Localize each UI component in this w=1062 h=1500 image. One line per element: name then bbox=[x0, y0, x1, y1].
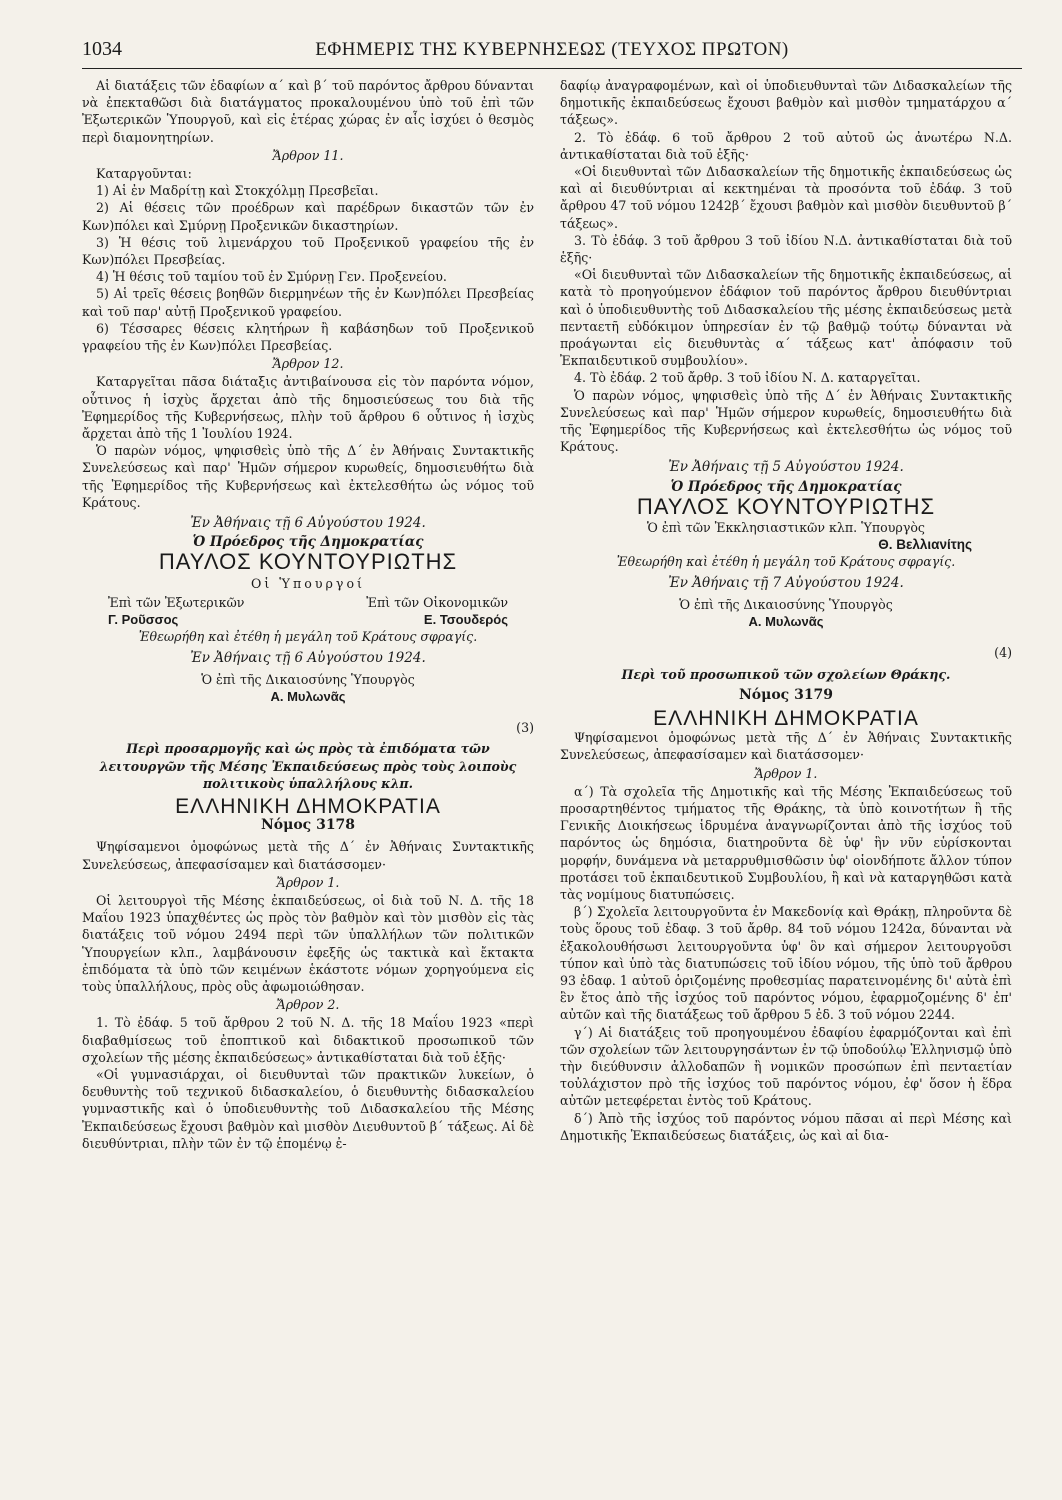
justice-minister-role: Ὁ ἐπὶ τῆς Δικαιοσύνης Ὑπουργὸς bbox=[201, 671, 415, 687]
right-column bbox=[560, 77, 1012, 1152]
republic-heading: ΕΛΛΗΝΙΚΗ ΔΗΜΟΚΡΑΤΙΑ bbox=[653, 706, 919, 730]
minister-role-finance: Ἐπὶ τῶν Οἰκονομικῶν bbox=[366, 594, 508, 610]
article-2-para-2: «Οἱ γυμνασιάρχαι, οἱ διευθυνταὶ τῶν πρακτικῶν λυκείων, ὁ δευθυντὴς τοῦ τεχνικοῦ διδασκαλείου, ὁ διευθυντὴς διδασκαλείου γυμναστικῆς καὶ ὁ ὑποδιευθυντὴς τοῦ Διδασκαλείου τῆς Μέσης Ἐκπαιδεύσεως ἔχουσι βαθμὸν καὶ μισθὸν Διευθυντοῦ β΄ τάξεως. Αἱ δὲ διευθύντριαι, πλὴν τῶν ἐν τῷ ἑπομένῳ ἐ- bbox=[82, 1066, 534, 1151]
article-2-heading: Ἄρθρον 2. bbox=[276, 997, 340, 1013]
para-4: 4. Τὸ ἐδάφ. 2 τοῦ ἄρθρ. 3 τοῦ ἰδίου Ν. Δ. καταργεῖται. bbox=[574, 370, 921, 386]
abolished-item-3: 3) Ἡ θέσις τοῦ λιμενάρχου τοῦ Προξενικοῦ γραφείου τῆς ἐν Κων)πόλει Πρεσβείας. bbox=[82, 234, 534, 268]
continuation-paragraph: δαφίῳ ἀναγραφομένων, καὶ οἱ ὑποδιευθυνταὶ τῶν Διδασκαλείων τῆς δημοτικῆς ἐκπαιδεύσεως ἔχουσι βαθμὸν καὶ μισθὸν τμηματάρχου α΄ τάξεως». bbox=[560, 78, 1012, 128]
minister-name-finance: Ε. Τσουδερός bbox=[423, 612, 508, 628]
article-11-heading: Ἄρθρον 11. bbox=[272, 147, 344, 163]
abolished-item-2: 2) Αἱ θέσεις τῶν προέδρων καὶ παρέδρων δικαστῶν τῶν ἐν Κων)πόλει καὶ Σμύρνῃ Προξενικῶν δικαστηρίων. bbox=[82, 200, 534, 233]
left-column bbox=[82, 77, 534, 1152]
president-name: ΠΑΥΛΟΣ ΚΟΥΝΤΟΥΡΙΩΤΗΣ bbox=[158, 549, 458, 575]
abolished-item-5: 5) Αἱ τρεῖς θέσεις βοηθῶν διερμηνέων τῆς ἐν Κων)πόλει Πρεσβείας καὶ τοῦ παρ' αὐτῇ Προξενικοῦ γραφείου. bbox=[82, 286, 534, 319]
justice-minister-name: Α. Μυλωνᾶς bbox=[270, 688, 346, 704]
ecclesiastical-minister-role: Ὁ ἐπὶ τῶν Ἐκκλησιαστικῶν κλπ. Ὑπουργὸς bbox=[647, 520, 925, 536]
seal-line: Ἐθεωρήθη καὶ ἐτέθη ἡ μεγάλη τοῦ Κράτους σφραγίς. bbox=[616, 554, 956, 570]
ministers-title: Οἱ Ὑπουργοί bbox=[251, 575, 365, 591]
para-2-quote: «Οἱ διευθυνταὶ τῶν Διδασκαλείων τῆς δημοτικῆς ἐκπαιδεύσεως ὡς καὶ αἱ διευθύντριαι αἱ κεκτημέναι τὰ προσόντα τοῦ ἐδάφ. 3 τοῦ ἄρθρου 47 τοῦ νόμου 1242β΄ ἔχουσι βαθμὸν καὶ μισθὸν διευθυντοῦ β΄ τάξεως». bbox=[560, 164, 1012, 231]
page-number: 1034 bbox=[82, 38, 122, 60]
abolished-heading: Καταργοῦνται: bbox=[96, 166, 192, 182]
abolished-item-1: 1) Αἱ ἐν Μαδρίτῃ καὶ Στοκχόλμῃ Πρεσβεῖαι. bbox=[96, 183, 379, 199]
article-1-heading: Ἄρθρον 1. bbox=[276, 874, 340, 890]
para-3: 3. Τὸ ἐδάφ. 3 τοῦ ἄρθρου 3 τοῦ ἰδίου Ν.Δ. ἀντικαθίσταται διὰ τοῦ ἑξῆς· bbox=[560, 232, 1012, 266]
article-1-text: Οἱ λειτουργοὶ τῆς Μέσης ἐκπαιδεύσεως, οἱ διὰ τοῦ Ν. Δ. τῆς 18 Μαΐου 1923 ὑπαχθέντες ὡς πρὸς τὸν βαθμὸν καὶ τὸν μισθὸν εἰς τὰς διατάξεις τοῦ νόμου 2494 περὶ τῶν ὑπαλλήλων τῶν πολιτικῶν Ὑπουργείων κλπ., λαμβάνουσιν ἐφεξῆς ὡς τακτικὰ καὶ ἔκτακτα ἐπιδόματα τὰ ὑπὸ τῶν κειμένων ἑκάστοτε νόμων χορηγούμενα εἰς τοὺς ὑπαλλήλους, πρὸς οὓς ἀφωμοιώθησαν. bbox=[82, 892, 534, 994]
abolished-item-4: 4) Ἡ θέσις τοῦ ταμίου τοῦ ἐν Σμύρνῃ Γεν. Προξενείου. bbox=[96, 269, 447, 285]
minister-role-foreign: Ἐπὶ τῶν Ἐξωτερικῶν bbox=[108, 594, 245, 610]
article-1-heading: Ἄρθρον 1. bbox=[754, 765, 818, 781]
law-subject: Περὶ προσαρμογῆς καὶ ὡς πρὸς τὰ ἐπιδόματα τῶν λειτουργῶν τῆς Μέσης Ἐκπαιδεύσεως πρὸς τοὺς λοιποὺς πολιτικοὺς ὑπαλλήλους κλπ. bbox=[99, 741, 517, 791]
law-title: Νόμος 3179 bbox=[738, 686, 834, 703]
ministers-names bbox=[82, 611, 534, 628]
law-title: Νόμος 3178 bbox=[260, 817, 356, 834]
president-title: Ὁ Πρόεδρος τῆς Δημοκρατίας bbox=[192, 534, 424, 551]
enactment-formula: Ψηφίσαμενοι ὁμοφώνως μετὰ τῆς Δ΄ ἐν Ἀθήναις Συντακτικῆς Συνελεύσεως, ἀπεφασίσαμεν καὶ διατάσσομεν· bbox=[560, 730, 1012, 763]
date-line-1: Ἐν Ἀθήναις τῇ 6 Αὐγούστου 1924. bbox=[190, 515, 426, 532]
date-line-1: Ἐν Ἀθήναις τῇ 5 Αὐγούστου 1924. bbox=[668, 459, 904, 476]
law-subject: Περὶ τοῦ προσωπικοῦ τῶν σχολείων Θράκης. bbox=[621, 666, 951, 682]
article-12-heading: Ἄρθρον 12. bbox=[272, 356, 344, 372]
justice-minister-role: Ὁ ἐπὶ τῆς Δικαιοσύνης Ὑπουργὸς bbox=[679, 596, 893, 612]
law-index: (4) bbox=[994, 645, 1012, 661]
intro-paragraph: Αἱ διατάξεις τῶν ἐδαφίων α΄ καὶ β΄ τοῦ παρόντος ἄρθρου δύνανται νὰ ἐπεκταθῶσι διὰ διατάγματος προκαλουμένου ὑπὸ τοῦ ἐπὶ τῶν Ἐξωτερικῶν Ὑπουργοῦ, καὶ εἰς ἑτέρας χώρας ἐν αἷς ἰσχύει ὁ θεσμὸς περὶ διαμονητηρίων. bbox=[82, 78, 534, 145]
ecclesiastical-minister-name: Θ. Βελλιανίτης bbox=[878, 537, 972, 553]
seal-line: Ἐθεωρήθη καὶ ἐτέθη ἡ μεγάλη τοῦ Κράτους σφραγίς. bbox=[138, 629, 478, 645]
ministers-roles bbox=[82, 594, 534, 611]
clause-b: β΄) Σχολεῖα λειτουργοῦντα ἐν Μακεδονίᾳ καὶ Θράκῃ, πληροῦντα δὲ τοὺς ὅρους τοῦ ἐδαφ. 3 τοῦ ἄρθρ. 84 τοῦ νόμου 1242α, δύνανται νὰ ἐξακολουθήσωσι λειτουργοῦντα ὑφ' ὃν καὶ σήμερον λειτουργοῦσι τύπον καὶ ὑπὸ τὰς διατυπώσεις τοῦ ἰδίου νόμου, τῆς ὑπὸ τοῦ ἄρθρου 93 ἐδαφ. 1 αὐτοῦ ὁριζομένης προθεσμίας παρατεινομένης δι' αὐτὰ ἐπὶ ἓν ἔτος ἀπὸ τῆς ἰσχύος τοῦ παρόντος νόμου, ἐφαρμοζομένης δ' ἐπ' αὐτῶν καὶ τῆς διατάξεως τοῦ ἄρθρου 5 ἐδ. 3 τοῦ νόμου 2244. bbox=[560, 904, 1012, 1023]
abolished-item-6: 6) Τέσσαρες θέσεις κλητήρων ἢ καβάσηδων τοῦ Προξενικοῦ γραφείου τῆς ἐν Κων)πόλει Πρεσβείας. bbox=[82, 320, 534, 354]
voted-paragraph: Ὁ παρὼν νόμος, ψηφισθεὶς ὑπὸ τῆς Δ΄ ἐν Ἀθήναις Συντακτικῆς Συνελεύσεως καὶ παρ' Ἡμῶν σήμερον κυρωθείς, δημοσιευθήτω διὰ τῆς Ἐφημερίδος τῆς Κυβερνήσεως καὶ ἐκτελεσθήτω ὡς νόμος τοῦ Κράτους. bbox=[560, 387, 1012, 455]
para-2: 2. Τὸ ἐδάφ. 6 τοῦ ἄρθρου 2 τοῦ αὐτοῦ ὡς ἀνωτέρω Ν.Δ. ἀντικαθίσταται διὰ τοῦ ἑξῆς· bbox=[560, 129, 1012, 162]
republic-heading: ΕΛΛΗΝΙΚΗ ΔΗΜΟΚΡΑΤΙΑ bbox=[175, 794, 441, 818]
para-3-quote: «Οἱ διευθυνταὶ τῶν Διδασκαλείων τῆς δημοτικῆς ἐκπαιδεύσεως, αἱ κατὰ τὸ προηγούμενον ἐδάφιον τοῦ παρόντος ἄρθρου διευθύντριαι καὶ ὁ ὑποδιευθυντὴς τοῦ Διδασκαλείου τῆς μέσης ἐκπαιδεύσεως μετὰ πενταετῆ εὐδόκιμον ὑπηρεσίαν ἐν τῷ βαθμῷ τούτῳ δύνανται νὰ προάγωνται εἰς διευθυντὰς α΄ τάξεως κατ' ἀπόφασιν τοῦ Ἐκπαιδευτικοῦ συμβουλίου». bbox=[560, 267, 1012, 369]
voted-paragraph: Ὁ παρὼν νόμος, ψηφισθεὶς ὑπὸ τῆς Δ΄ ἐν Ἀθήναις Συντακτικῆς Συνελεύσεως καὶ παρ' Ἡμῶν σήμερον κυρωθείς, δημοσιευθήτω διὰ τῆς Ἐφημερίδος τῆς Κυβερνήσεως καὶ ἐκτελεσθήτω ὡς νόμος τοῦ Κράτους. bbox=[82, 443, 534, 510]
president-name: ΠΑΥΛΟΣ ΚΟΥΝΤΟΥΡΙΩΤΗΣ bbox=[636, 493, 936, 519]
article-2-para-1: 1. Τὸ ἐδάφ. 5 τοῦ ἄρθρου 2 τοῦ Ν. Δ. τῆς 18 Μαΐου 1923 «περὶ διαβαθμίσεως τοῦ ἐποπτικοῦ καὶ διδακτικοῦ προσωπικοῦ τῶν σχολείων τῆς μέσης ἐκπαιδεύσεως» ἀντικαθίσταται διὰ τοῦ ἑξῆς· bbox=[82, 1015, 534, 1065]
justice-minister-name: Α. Μυλωνᾶς bbox=[748, 614, 824, 630]
date-line-2: Ἐν Ἀθήναις τῇ 6 Αὐγούστου 1924. bbox=[190, 649, 426, 666]
article-12-text: Καταργεῖται πᾶσα διάταξις ἀντιβαίνουσα εἰς τὸν παρόντα νόμον, οὗτινος ἡ ἰσχὺς ἄρχεται ἀπὸ τῆς δημοσιεύσεως του διὰ τῆς Ἐφημερίδος τῆς Κυβερνήσεως, πλὴν τοῦ ἄρθρου 6 οὗτινος ἡ ἰσχὺς ἄρχεται ἀπὸ τῆς 1 Ἰουλίου 1924. bbox=[82, 374, 534, 442]
page-header bbox=[82, 38, 1022, 69]
president-title: Ὁ Πρόεδρος τῆς Δημοκρατίας bbox=[670, 478, 902, 495]
date-line-2: Ἐν Ἀθήναις τῇ 7 Αὐγούστου 1924. bbox=[668, 574, 904, 591]
law-index: (3) bbox=[516, 720, 534, 736]
minister-name-foreign: Γ. Ροῦσσος bbox=[108, 612, 179, 628]
running-title: ΕΦΗΜΕΡΙΣ ΤΗΣ ΚΥΒΕΡΝΗΣΕΩΣ (ΤΕΥΧΟΣ ΠΡΩΤΟΝ) bbox=[315, 39, 789, 60]
clause-d: δ΄) Ἀπὸ τῆς ἰσχύος τοῦ παρόντος νόμου πᾶσαι αἱ περὶ Μέσης καὶ Δημοτικῆς Ἐκπαιδεύσεως διατάξεις, ὡς καὶ αἱ δια- bbox=[560, 1110, 1012, 1143]
enactment-formula: Ψηφίσαμενοι ὁμοφώνως μετὰ τῆς Δ΄ ἐν Ἀθήναις Συντακτικῆς Συνελεύσεως, ἀπεφασίσαμεν καὶ διατάσσομεν· bbox=[82, 839, 534, 872]
clause-a: α΄) Τὰ σχολεῖα τῆς Δημοτικῆς καὶ τῆς Μέσης Ἐκπαιδεύσεως τοῦ προσαρτηθέντος τμήματος τῆς Θράκης, τὰ ὑπὸ κοινοτήτων ἢ τῆς Γενικῆς Διοικήσεως ἱδρυμένα ἀναγνωρίζονται ἀπὸ τῆς ἰσχύος τοῦ παρόντος ὡς δημόσια, διατηροῦντα δὲ ὑφ' ἣν νῦν εὑρίσκονται μορφήν, δυνάμενα νὰ μεταρρυθμισθῶσιν ὑφ' οἱονδήποτε ἄλλον τύπον προτάσει τοῦ ἐκπαιδευτικοῦ Συμβουλίου, ἢ καὶ νὰ καταργηθῶσι κατὰ τὰς νομίμους διατυπώσεις. bbox=[560, 783, 1012, 902]
clause-c: γ΄) Αἱ διατάξεις τοῦ προηγουμένου ἐδαφίου ἐφαρμόζονται καὶ ἐπὶ τῶν σχολείων τῶν λειτουργησάντων ἐν τῷ ὑποδούλῳ Ἑλληνισμῷ ὑπὸ τὴν διεύθυνσιν ἀλλοδαπῶν ἢ νομικῶν προσώπων ἐπὶ πενταετίαν τοὐλάχιστον πρὸ τῆς ἰσχύος τοῦ παρόντος νόμου, ἐφ' ὅσον ἡ ἕδρα αὐτῶν μετεφέρεται ἐντὸς τοῦ Κράτους. bbox=[560, 1024, 1012, 1109]
